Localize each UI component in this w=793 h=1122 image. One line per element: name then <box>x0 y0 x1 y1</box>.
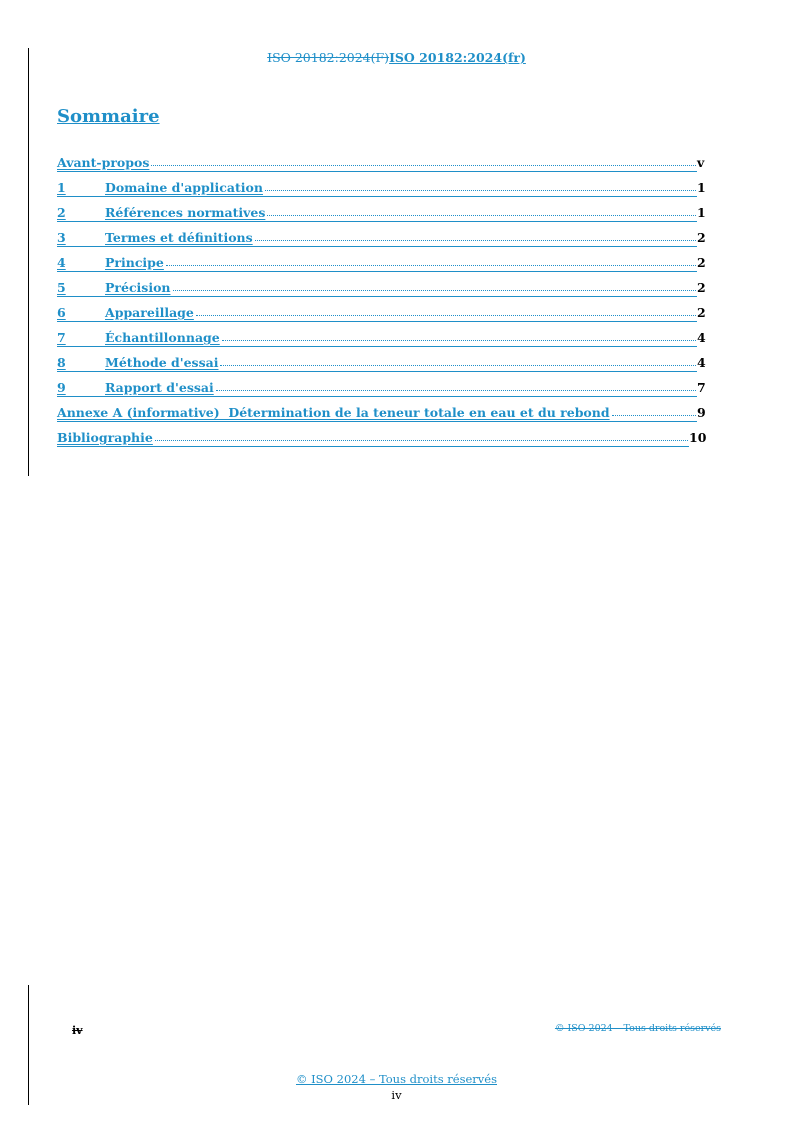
toc-entry-precision <box>57 272 707 297</box>
deleted-page-number: iv <box>72 1024 83 1037</box>
toc-page-number: 10 <box>689 430 707 445</box>
toc-link[interactable] <box>57 205 697 222</box>
copyright-notice: © ISO 2024 – Tous droits réservés <box>295 1072 497 1086</box>
toc-leader <box>166 265 696 266</box>
toc-link[interactable] <box>57 380 697 397</box>
toc-link[interactable] <box>57 355 697 372</box>
toc-title: Sommaire <box>57 106 160 127</box>
toc-leader <box>222 340 696 341</box>
toc-entry-bibliographie <box>57 422 707 447</box>
toc-number: 8 <box>57 355 66 370</box>
toc-entry-methode <box>57 347 707 372</box>
toc-label: Méthode d'essai <box>105 355 219 370</box>
toc-link[interactable] <box>57 280 697 297</box>
toc-label: Références normatives <box>105 205 266 220</box>
toc-leader <box>151 165 696 166</box>
toc-page-number: 1 <box>697 180 706 195</box>
toc-label: Avant-propos <box>57 155 150 170</box>
toc-page-number: 4 <box>697 330 706 345</box>
toc-entry-echantillonnage <box>57 322 707 347</box>
toc-page-number: 2 <box>697 280 706 295</box>
document-header <box>0 50 793 65</box>
toc-label: Bibliographie <box>57 430 153 445</box>
toc-number: 1 <box>57 180 66 195</box>
toc-label: Rapport d'essai <box>105 380 214 395</box>
toc-leader <box>173 290 696 291</box>
toc-label: Précision <box>105 280 171 295</box>
toc-link[interactable] <box>57 305 697 322</box>
toc-link[interactable] <box>57 330 697 347</box>
toc-number: 2 <box>57 205 66 220</box>
left-margin-bar <box>28 48 29 476</box>
toc-entry-rapport <box>57 372 707 397</box>
toc-number: 9 <box>57 380 66 395</box>
toc-leader <box>220 365 696 366</box>
toc-page-number: 1 <box>697 205 706 220</box>
toc-leader <box>612 415 696 416</box>
toc-link[interactable] <box>57 430 689 447</box>
toc-entry-references <box>57 197 707 222</box>
toc-leader <box>196 315 696 316</box>
toc-leader <box>267 215 696 216</box>
toc-entry-domaine <box>57 172 707 197</box>
left-margin-bar-bottom <box>28 985 29 1105</box>
toc-label: Domaine d'application <box>105 180 263 195</box>
toc-link[interactable] <box>57 180 697 197</box>
toc-page-number: 7 <box>697 380 706 395</box>
toc-entry-avant-propos <box>57 147 707 172</box>
toc-entry-termes <box>57 222 707 247</box>
toc-link[interactable] <box>57 230 697 247</box>
inserted-reference: ISO 20182:2024(fr) <box>389 50 526 65</box>
toc-link[interactable] <box>57 155 697 172</box>
toc-label: Appareillage <box>105 305 194 320</box>
toc-label: Termes et définitions <box>105 230 253 245</box>
toc-number: 5 <box>57 280 66 295</box>
deleted-copyright: © ISO 2024 – Tous droits réservés <box>554 1023 721 1034</box>
toc-number: 6 <box>57 305 66 320</box>
toc-label: Annexe A (informative) Détermination de la teneur totale en eau et du rebond <box>57 405 610 420</box>
toc-label: Échantillonnage <box>105 330 220 345</box>
toc-page-number: 2 <box>697 305 706 320</box>
toc-label: Principe <box>105 255 164 270</box>
toc-page-number: 2 <box>697 230 706 245</box>
toc-entry-principe <box>57 247 707 272</box>
toc-number: 3 <box>57 230 66 245</box>
toc-entry-annexe-a <box>57 397 707 422</box>
deleted-reference: ISO 20182:2024(F) <box>267 50 390 65</box>
toc-page-number: 9 <box>697 405 706 420</box>
toc-link[interactable] <box>57 255 697 272</box>
toc-number: 7 <box>57 330 66 345</box>
toc-entry-appareillage <box>57 297 707 322</box>
page-number: iv <box>391 1088 402 1102</box>
toc-leader <box>216 390 696 391</box>
toc-link[interactable] <box>57 405 697 422</box>
table-of-contents <box>57 147 707 447</box>
toc-leader <box>255 240 696 241</box>
toc-page-number: 2 <box>697 255 706 270</box>
toc-leader <box>265 190 696 191</box>
toc-page-number: 4 <box>697 355 706 370</box>
toc-leader <box>155 440 688 441</box>
toc-number: 4 <box>57 255 66 270</box>
toc-page-number: v <box>697 155 705 170</box>
